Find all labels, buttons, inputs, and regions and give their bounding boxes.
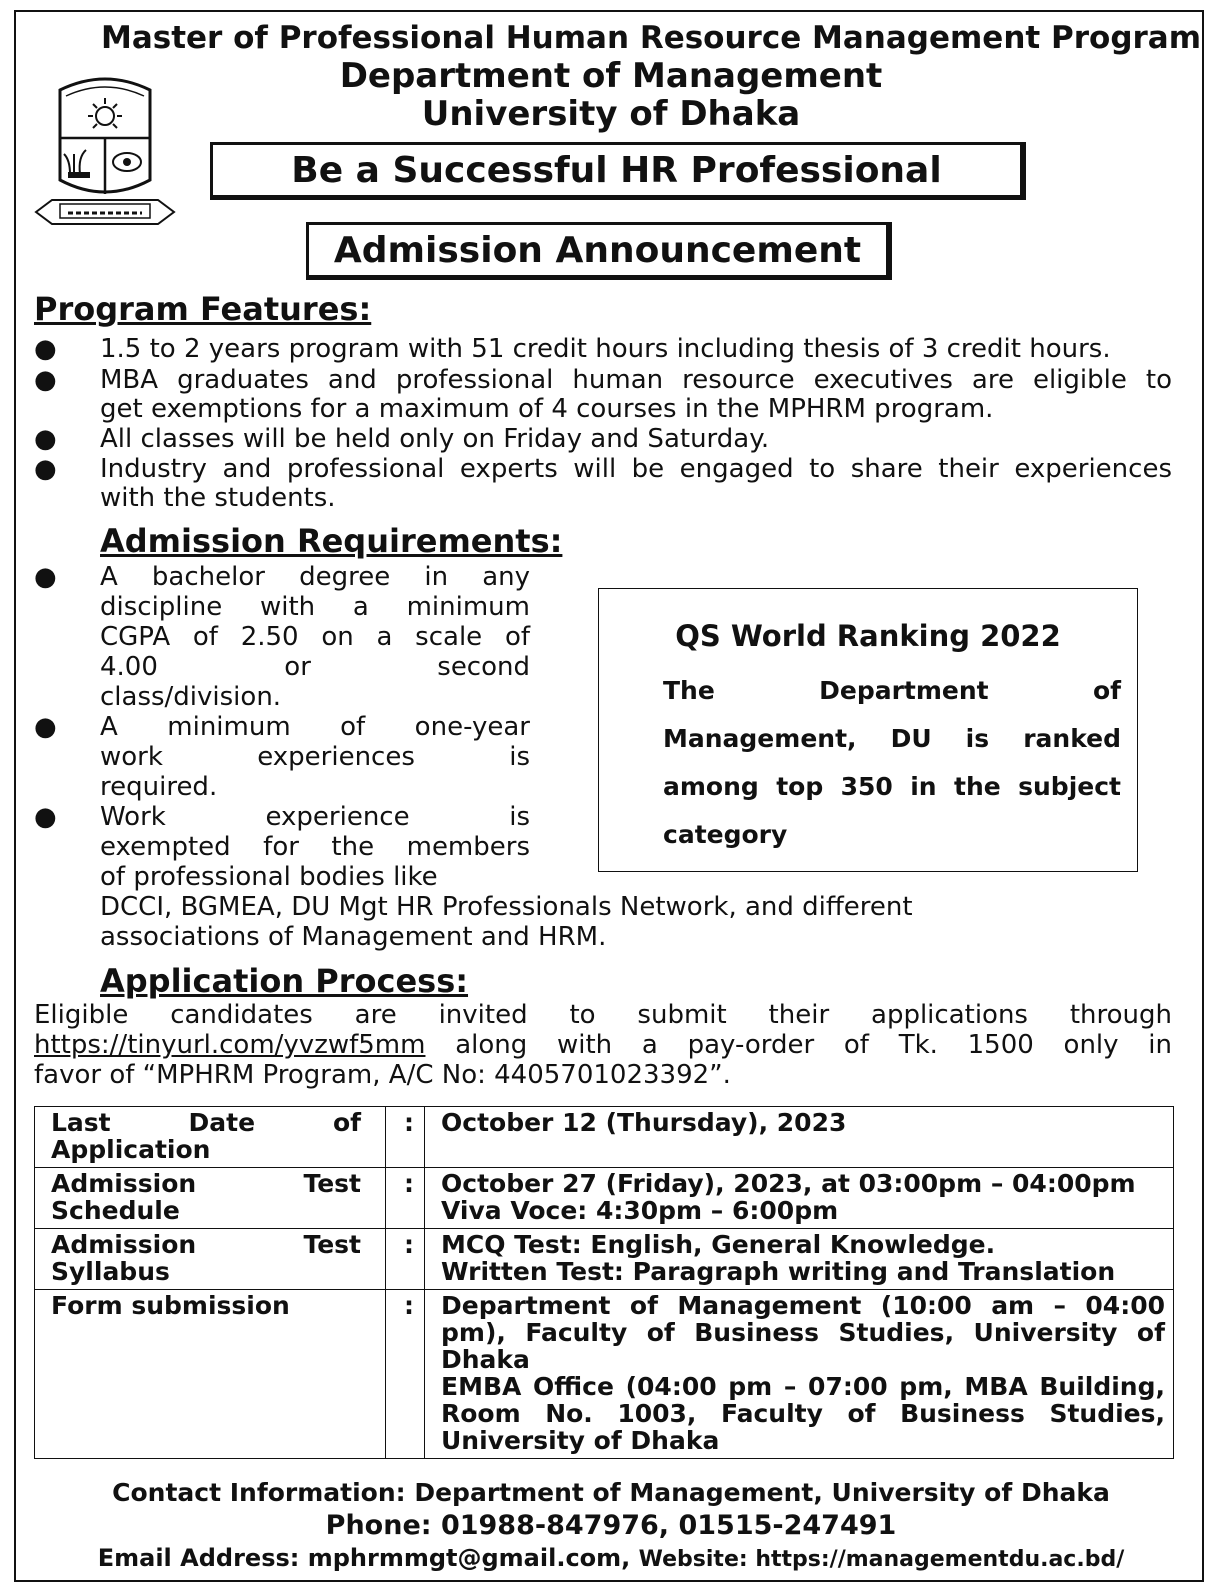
table-row <box>35 1229 1174 1290</box>
row-separator: : <box>386 1229 425 1290</box>
row-label: Last Date of Application <box>35 1107 386 1168</box>
row-separator: : <box>386 1107 425 1168</box>
requirement-line: class/division. <box>100 682 282 712</box>
row-label: Admission Test Syllabus <box>35 1229 386 1290</box>
requirement-line: CGPA of 2.50 on a scale of <box>100 622 530 652</box>
requirement-line: of professional bodies like <box>100 862 438 892</box>
requirements-heading: Admission Requirements: <box>100 522 563 560</box>
contact-info: Contact Information: Department of Management, University of Dhaka <box>112 1478 1110 1507</box>
schedule-table <box>34 1106 1174 1459</box>
feature-item: get exemptions for a maximum of 4 courses in the MPHRM program. <box>100 394 994 424</box>
requirement-line: exempted for the members <box>100 832 530 862</box>
ranking-box <box>598 588 1138 872</box>
row-value: October 27 (Friday), 2023, at 03:00pm – 04:00pm Viva Voce: 4:30pm – 6:00pm <box>425 1168 1174 1229</box>
program-title: Master of Professional Human Resource Management Program <box>100 20 1202 56</box>
tagline-box: Be a Successful HR Professional <box>210 142 1026 200</box>
row-label: Admission Test Schedule <box>35 1168 386 1229</box>
requirement-line: required. <box>100 772 218 802</box>
bullet-icon: ● <box>34 562 57 592</box>
contact-phone: Phone: 01988-847976, 01515-247491 <box>325 1510 897 1541</box>
requirement-line: discipline with a minimum <box>100 592 530 622</box>
application-heading: Application Process: <box>100 962 469 1000</box>
bullet-icon: ● <box>34 365 57 395</box>
row-label: Form submission <box>35 1290 386 1459</box>
row-value: Department of Management (10:00 am – 04:00 pm), Faculty of Business Studies, University of Dhaka EMBA Office (04:00 pm – 07:00 pm, MBA Building, Room No. 1003, Faculty of Business Studies, University of Dhaka <box>425 1290 1174 1459</box>
application-line: favor of “MPHRM Program, A/C No: 4405701023392”. <box>34 1060 731 1090</box>
feature-item: All classes will be held only on Friday and Saturday. <box>100 424 770 454</box>
requirement-line: associations of Management and HRM. <box>100 922 607 952</box>
table-row <box>35 1290 1174 1459</box>
application-line: Eligible candidates are invited to submit their applications through <box>34 1000 1172 1030</box>
row-value: October 12 (Thursday), 2023 <box>425 1107 1174 1168</box>
bullet-icon: ● <box>34 334 57 364</box>
bullet-icon: ● <box>34 454 57 484</box>
features-heading: Program Features: <box>34 290 372 328</box>
feature-item: 1.5 to 2 years program with 51 credit hours including thesis of 3 credit hours. <box>100 334 1111 364</box>
requirement-line: 4.00 or second <box>100 652 530 682</box>
table-row <box>35 1168 1174 1229</box>
bullet-icon: ● <box>34 712 57 742</box>
row-separator: : <box>386 1290 425 1459</box>
requirement-line: DCCI, BGMEA, DU Mgt HR Professionals Network, and different <box>100 892 913 922</box>
requirement-line: work experiences is <box>100 742 530 772</box>
requirement-line: Work experience is <box>100 802 530 832</box>
contact-email-website <box>0 1544 1222 1572</box>
bullet-icon: ● <box>34 424 57 454</box>
bullet-icon: ● <box>34 802 57 832</box>
table-row <box>35 1107 1174 1168</box>
announcement-box: Admission Announcement <box>306 222 892 280</box>
row-value: MCQ Test: English, General Knowledge. Written Test: Paragraph writing and Translation <box>425 1229 1174 1290</box>
requirement-line: A minimum of one-year <box>100 712 530 742</box>
requirement-line: A bachelor degree in any <box>100 562 530 592</box>
contact-email[interactable]: Email Address: mphrmmgt@gmail.com, <box>97 1544 631 1572</box>
contact-website[interactable]: Website: https://managementdu.ac.bd/ <box>638 1547 1125 1572</box>
university-title: University of Dhaka <box>421 94 801 134</box>
department-title: Department of Management <box>339 56 883 96</box>
row-separator: : <box>386 1168 425 1229</box>
feature-item: MBA graduates and professional human resource executives are eligible to <box>100 365 1172 395</box>
feature-item: with the students. <box>100 483 336 513</box>
feature-item: Industry and professional experts will be engaged to share their experiences <box>100 454 1172 484</box>
application-link[interactable]: https://tinyurl.com/yvzwf5mm <box>34 1030 426 1060</box>
ranking-body: The Department of Management, DU is ranked among top 350 in the subject category <box>663 676 1121 849</box>
application-line: https://tinyurl.com/yvzwf5mm along with a pay-order of Tk. 1500 only in <box>34 1030 1172 1060</box>
ranking-title: QS World Ranking 2022 <box>675 619 1061 653</box>
